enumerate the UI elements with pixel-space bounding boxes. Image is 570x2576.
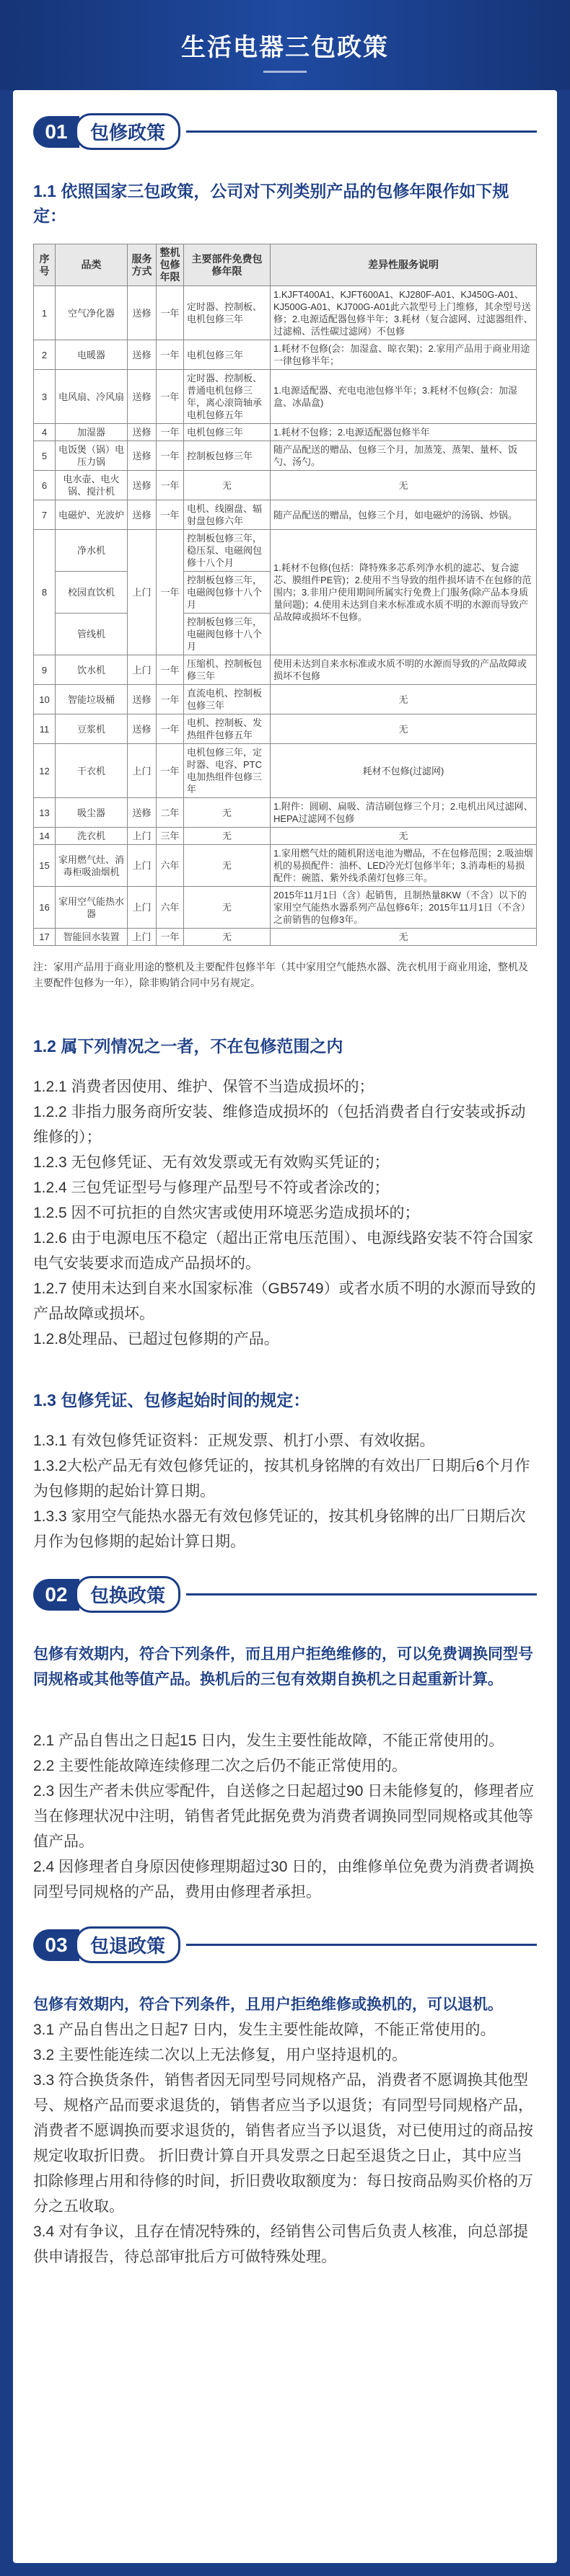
section-divider: [186, 1593, 537, 1595]
cell-no: 13: [34, 798, 56, 828]
cell-parts: 电机包修三年: [184, 340, 271, 370]
cell-parts: 无: [184, 887, 271, 929]
cell-service: 上门: [128, 887, 157, 929]
cell-diff: 1.KJFT400A1、KJFT600A1、KJ280F-A01、KJ450G-A01、KJ500G-A01、KJ700G-A01此六款型号上门维修，其余型号送修；2.电源适配器包修半年；3.耗材（复合滤网、过滤器组件、过滤棉、活性碳过滤网）不包修: [271, 286, 537, 340]
exclusion-list: [33, 1074, 537, 1352]
cell-no: 1: [34, 286, 56, 340]
cell-category: 管线机: [56, 614, 128, 655]
list-item: 1.3.1 有效包修凭证资料：正规发票、机打小票、有效收据。: [33, 1433, 435, 1449]
cell-years: 一年: [157, 655, 184, 685]
table-row: [34, 887, 537, 929]
table-row: [34, 500, 537, 530]
list-item: 2.3 因生产者未供应零配件，自送修之日起超过90 日未能修复的，修理者应当在修理状况中注明，销售者凭此据免费为消费者调换同型同规格或其他等值产品。: [33, 1783, 535, 1850]
cell-diff: 无: [271, 714, 537, 744]
cell-no: 8: [34, 530, 56, 655]
cell-parts: 压缩机、控制板包修三年: [184, 655, 271, 685]
cell-years: 一年: [157, 286, 184, 340]
cell-category: 空气净化器: [56, 286, 128, 340]
section-number: 03: [33, 1929, 79, 1961]
list-item: 3.1 产品自售出之日起7 日内，发生主要性能故障，不能正常使用的。: [33, 2022, 496, 2038]
cell-no: 9: [34, 655, 56, 685]
list-item: 1.2.8处理品、已超过包修期的产品。: [33, 1331, 279, 1347]
cell-years: 二年: [157, 798, 184, 828]
cell-years: 六年: [157, 887, 184, 929]
list-item: 2.4 因修理者自身原因使修理期超过30 日的，由维修单位免费为消费者调换同型号同规格的产品，费用由修理者承担。: [33, 1859, 535, 1900]
cell-no: 10: [34, 685, 56, 714]
cell-parts: 控制板包修三年，电磁阀包修十八个月: [184, 614, 271, 655]
cell-category: 电风扇、冷风扇: [56, 370, 128, 424]
cell-diff: 1.家用燃气灶的随机附送电池为赠品，不在包修范围；2.吸油烟机的易损配件：油杯、LED冷光灯包修半年；3.消毒柜的易损配件：碗篮、紫外线杀菌灯包修三年。: [271, 845, 537, 887]
table-row: [34, 714, 537, 744]
cell-service: 送修: [128, 286, 157, 340]
list-item: 1.2.7 使用未达到自来水国家标准（GB5749）或者水质不明的水源而导致的产品故障或损坏。: [33, 1280, 536, 1322]
cell-parts: 无: [184, 471, 271, 500]
cell-parts: 定时器、控制板、普通电机包修三年，离心滚筒轴承电机包修五年: [184, 370, 271, 424]
cell-diff: 1.耗材不包修；2.电源适配器包修半年: [271, 424, 537, 441]
cell-years: 一年: [157, 441, 184, 471]
cell-service: 送修: [128, 471, 157, 500]
cell-years: 六年: [157, 845, 184, 887]
list-item: 1.3.3 家用空气能热水器无有效包修凭证的，按其机身铭牌的出厂日期后次月作为包修期的起始计算日期。: [33, 1508, 526, 1550]
cell-years: 一年: [157, 500, 184, 530]
col-header-parts: 主要部件免费包修年限: [184, 244, 271, 286]
cell-parts: 定时器、控制板、电机包修三年: [184, 286, 271, 340]
cell-diff: 1.附件：圆刷、扁吸、清洁刷包修三个月；2.电机出风过滤网、HEPA过滤网不包修: [271, 798, 537, 828]
cell-category: 家用燃气灶、消毒柜吸油烟机: [56, 845, 128, 887]
section-label: 包修政策: [75, 113, 180, 150]
cell-service: 上门: [128, 828, 157, 845]
list-item: 2.2 主要性能故障连续修理二次之后仍不能正常使用的。: [33, 1758, 408, 1774]
cell-category: 净水机: [56, 530, 128, 572]
cell-service: 上门: [128, 744, 157, 798]
cell-years: 一年: [157, 340, 184, 370]
cell-diff: 1.耗材不包修(包括：降特殊多芯系列净水机的滤芯、复合滤芯、膜组件PE管)；2.使用不当导致的组件损坏请不在包修的范围内；3.非用户使用期间所属实行免费上门服务(除产品本身质量问题)；4.使用未达到自来水标准或水质不明的水源而导致产品故障或损坏不包修。: [271, 530, 537, 655]
cell-service: 送修: [128, 500, 157, 530]
cell-no: 16: [34, 887, 56, 929]
list-item: 1.2.1 消费者因使用、维护、保管不当造成损坏的；: [33, 1079, 374, 1095]
table-row: [34, 340, 537, 370]
table-note: 注：家用产品用于商业用途的整机及主要配件包修半年（其中家用空气能热水器、洗衣机用于商业用途，整机及主要配件包修为一年），除非购销合同中另有规定。: [33, 961, 528, 988]
cell-parts: 电机、线圈盘、辐射盘包修六年: [184, 500, 271, 530]
cell-category: 智能垃圾桶: [56, 685, 128, 714]
cell-category: 电饭煲（锅）电压力锅: [56, 441, 128, 471]
return-intro: 包修有效期内，符合下列条件，且用户拒绝维修或换机的，可以退机。: [33, 1996, 503, 2013]
cell-diff: 随产品配送的赠品、包修三个月，加蒸笼、蒸架、量杯、饭勺、汤勺。: [271, 441, 537, 471]
cell-service: 送修: [128, 714, 157, 744]
table-row: [34, 286, 537, 340]
cell-service: 上门: [128, 530, 157, 655]
cell-service: 送修: [128, 424, 157, 441]
cell-years: 一年: [157, 530, 184, 655]
table-row: [34, 471, 537, 500]
subsection-title: 1.2 属下列情况之一者，不在包修范围之内: [33, 1037, 343, 1055]
col-header-no: 序号: [34, 244, 56, 286]
table-row: [34, 828, 537, 845]
cell-years: 一年: [157, 744, 184, 798]
title-underline: [263, 71, 307, 73]
table-row: [34, 530, 537, 572]
list-item: 1.3.2大松产品无有效包修凭证的，按其机身铭牌的有效出厂日期后6个月作为包修期的起始计算日期。: [33, 1458, 530, 1500]
col-header-category: 品类: [56, 244, 128, 286]
cell-years: 一年: [157, 471, 184, 500]
cell-no: 6: [34, 471, 56, 500]
list-item: 1.2.4 三包凭证型号与修理产品型号不符或者涂改的；: [33, 1179, 390, 1196]
list-item: 3.2 主要性能连续二次以上无法修复，用户坚持退机的。: [33, 2047, 408, 2063]
section-label: 包换政策: [75, 1576, 180, 1613]
warranty-table: [33, 244, 537, 946]
cell-service: 送修: [128, 340, 157, 370]
cell-diff: 1.电源适配器、充电电池包修半年；3.耗材不包修(会：加湿盒、冰晶盒): [271, 370, 537, 424]
cell-category: 加湿器: [56, 424, 128, 441]
cell-service: 上门: [128, 655, 157, 685]
cell-no: 4: [34, 424, 56, 441]
cell-diff: 无: [271, 685, 537, 714]
subsection-title: 1.1 依照国家三包政策，公司对下列类别产品的包修年限作如下规定：: [33, 182, 509, 225]
table-row: [34, 798, 537, 828]
col-header-diff: 差异性服务说明: [271, 244, 537, 286]
section-divider: [186, 130, 537, 133]
cell-no: 11: [34, 714, 56, 744]
cell-parts: 控制板包修三年，稳压泵、电磁阀包修十八个月: [184, 530, 271, 572]
list-item: 3.3 符合换货条件，销售者因无同型号同规格产品，消费者不愿调换其他型号、规格产品而要求退货的，销售者应当予以退货；有同型号同规格产品，消费者不愿调换而要求退货的，销售者应当予以退货，对已使用过的商品按规定收取折旧费。 折旧费计算自开具发票之日起至退货之日止，其中应当扣除修理占用和待修的时间，折旧费收取额度为：每日按商品购买价格的万分之五收取。: [33, 2072, 533, 2215]
cell-no: 5: [34, 441, 56, 471]
table-row: [34, 655, 537, 685]
cell-no: 3: [34, 370, 56, 424]
cell-no: 7: [34, 500, 56, 530]
cell-diff: 耗材不包修(过滤网): [271, 744, 537, 798]
cell-no: 12: [34, 744, 56, 798]
section-header-exchange: [33, 1576, 537, 1613]
cell-category: 电水壶、电火锅、搅汁机: [56, 471, 128, 500]
cell-parts: 无: [184, 929, 271, 946]
cell-category: 家用空气能热水器: [56, 887, 128, 929]
col-header-service: 服务方式: [128, 244, 157, 286]
section-label: 包退政策: [75, 1926, 180, 1963]
table-row: [34, 929, 537, 946]
cell-parts: 控制板包修三年: [184, 441, 271, 471]
table-row: [34, 685, 537, 714]
cell-diff: 无: [271, 471, 537, 500]
cell-service: 上门: [128, 845, 157, 887]
cell-parts: 电机包修三年: [184, 424, 271, 441]
cell-category: 智能回水装置: [56, 929, 128, 946]
section-number: 02: [33, 1579, 79, 1611]
cell-parts: 控制板包修三年，电磁阀包修十八个月: [184, 572, 271, 614]
exchange-intro: 包修有效期内，符合下列条件，而且用户拒绝维修的，可以免费调换同型号同规格或其他等值产品。换机后的三包有效期自换机之日起重新计算。: [33, 1646, 533, 1688]
cell-service: 上门: [128, 929, 157, 946]
table-row: [34, 424, 537, 441]
exchange-list: [33, 1728, 537, 1905]
list-item: 2.1 产品自售出之日起15 日内，发生主要性能故障，不能正常使用的。: [33, 1732, 504, 1749]
col-header-years: 整机包修年限: [157, 244, 184, 286]
cell-diff: 无: [271, 828, 537, 845]
cell-parts: 无: [184, 828, 271, 845]
cell-no: 17: [34, 929, 56, 946]
table-header-row: [34, 244, 537, 286]
list-item: 1.2.2 非指力服务商所安装、维修造成损坏的（包括消费者自行安装或拆动维修的）；: [33, 1104, 526, 1146]
table-row: [34, 441, 537, 471]
cell-service: 送修: [128, 685, 157, 714]
cell-diff: 1.耗材不包修(会：加湿盒、晾衣架)；2.家用产品用于商业用途一律包修半年；: [271, 340, 537, 370]
cell-no: 15: [34, 845, 56, 887]
cell-years: 一年: [157, 929, 184, 946]
cell-service: 送修: [128, 798, 157, 828]
cell-years: 一年: [157, 685, 184, 714]
list-item: 1.2.5 因不可抗拒的自然灾害或使用环境恶劣造成损坏的；: [33, 1205, 420, 1221]
list-item: 3.4 对有争议，且存在情况特殊的，经销售公司售后负责人核准，向总部提供申请报告，待总部审批后方可做特殊处理。: [33, 2223, 529, 2265]
cell-parts: 直流电机、控制板包修三年: [184, 685, 271, 714]
policy-card: [13, 90, 557, 2563]
cell-category: 干衣机: [56, 744, 128, 798]
cell-diff: 无: [271, 929, 537, 946]
cell-category: 校园直饮机: [56, 572, 128, 614]
cell-service: 送修: [128, 370, 157, 424]
cell-years: 一年: [157, 714, 184, 744]
cell-diff: 2015年11月1日（含）起销售，且制热量8KW（不含）以下的家用空气能热水器系列产品包修6年；2015年11月1日（不含）之前销售的包修3年。: [271, 887, 537, 929]
cell-diff: 使用未达到自来水标准或水质不明的水源而导致的产品故障或损坏不包修: [271, 655, 537, 685]
cell-diff: 随产品配送的赠品，包修三个月，如电磁炉的汤锅、炒锅。: [271, 500, 537, 530]
list-item: 1.2.6 由于电源电压不稳定（超出正常电压范围）、电源线路安装不符合国家电气安装要求而造成产品损坏的。: [33, 1230, 534, 1272]
cell-category: 电暖器: [56, 340, 128, 370]
table-body: [34, 286, 537, 946]
cell-no: 14: [34, 828, 56, 845]
return-list: [33, 2017, 537, 2270]
cell-years: 一年: [157, 424, 184, 441]
section-number: 01: [33, 116, 79, 148]
list-item: 1.2.3 无包修凭证、无有效发票或无有效购买凭证的；: [33, 1154, 390, 1171]
cell-years: 三年: [157, 828, 184, 845]
cell-category: 洗衣机: [56, 828, 128, 845]
cell-category: 吸尘器: [56, 798, 128, 828]
table-row: [34, 370, 537, 424]
page-header: [0, 0, 570, 90]
table-row: [34, 744, 537, 798]
cell-category: 豆浆机: [56, 714, 128, 744]
cell-years: 一年: [157, 370, 184, 424]
cell-parts: 电机包修三年，定时器、电容、PTC电加热组件包修三年: [184, 744, 271, 798]
section-header-return: [33, 1926, 537, 1963]
subsection-title: 1.3 包修凭证、包修起始时间的规定：: [33, 1391, 310, 1409]
table-row: [34, 845, 537, 887]
cell-parts: 电机、控制板、发热组件包修五年: [184, 714, 271, 744]
cell-category: 饮水机: [56, 655, 128, 685]
cell-service: 送修: [128, 441, 157, 471]
cell-parts: 无: [184, 798, 271, 828]
cell-category: 电磁炉、光波炉: [56, 500, 128, 530]
page-title: 生活电器三包政策: [181, 34, 389, 61]
voucher-list: [33, 1428, 537, 1554]
section-divider: [186, 1944, 537, 1946]
section-header-repair: [33, 113, 537, 150]
cell-parts: 无: [184, 845, 271, 887]
cell-no: 2: [34, 340, 56, 370]
